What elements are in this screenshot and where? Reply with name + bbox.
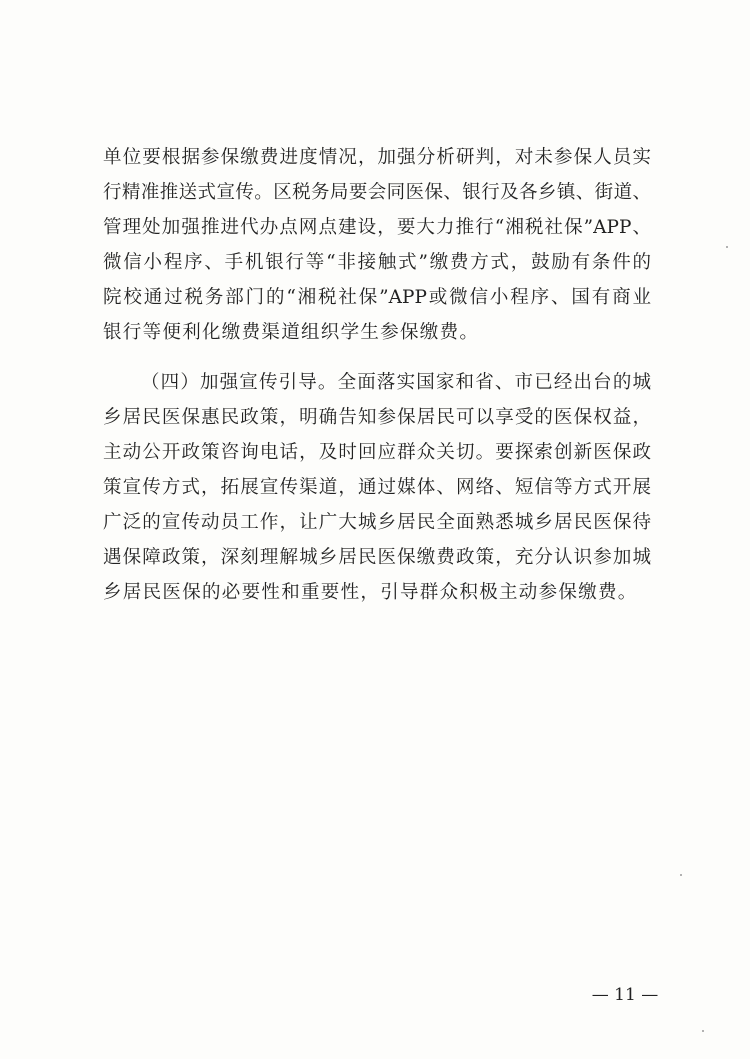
paragraph-line: 行精准推送式宣传。区税务局要会同医保、银行及各乡镇、街道、 bbox=[103, 182, 651, 203]
paragraph-line: 策宣传方式，拓展宣传渠道，通过媒体、网络、短信等方式开展 bbox=[103, 477, 651, 498]
paragraph-1 bbox=[103, 140, 651, 350]
paragraph-line: 乡居民医保的必要性和重要性，引导群众积极主动参保缴费。 bbox=[103, 582, 638, 603]
paragraph-line: 单位要根据参保缴费进度情况，加强分析研判，对未参保人员实 bbox=[103, 147, 651, 168]
paragraph-line: 主动公开政策咨询电话，及时回应群众关切。要探索创新医保政 bbox=[103, 442, 651, 463]
paragraph-line: 广泛的宣传动员工作，让广大城乡居民全面熟悉城乡居民医保待 bbox=[103, 512, 651, 533]
paragraph-line: （四）加强宣传引导。全面落实国家和省、市已经出台的城 bbox=[141, 372, 651, 393]
paragraph-line: 微信小程序、手机银行等“非接触式”缴费方式，鼓励有条件的 bbox=[103, 252, 651, 273]
page-number: — 11 — bbox=[591, 985, 659, 1005]
paragraph-line: 院校通过税务部门的“湘税社保”APP或微信小程序、国有商业 bbox=[103, 287, 651, 308]
scan-speck bbox=[680, 874, 682, 876]
paragraph-2 bbox=[103, 365, 651, 610]
paragraph-line: 银行等便利化缴费渠道组织学生参保缴费。 bbox=[103, 322, 480, 343]
scan-speck bbox=[702, 1030, 704, 1032]
paragraph-line: 遇保障政策，深刻理解城乡居民医保缴费政策，充分认识参加城 bbox=[103, 547, 651, 568]
paragraph-line: 管理处加强推进代办点网点建设，要大力推行“湘税社保”APP、 bbox=[103, 217, 651, 238]
paragraph-line: 乡居民医保惠民政策，明确告知参保居民可以享受的医保权益， bbox=[103, 407, 651, 428]
scan-speck bbox=[726, 246, 728, 248]
